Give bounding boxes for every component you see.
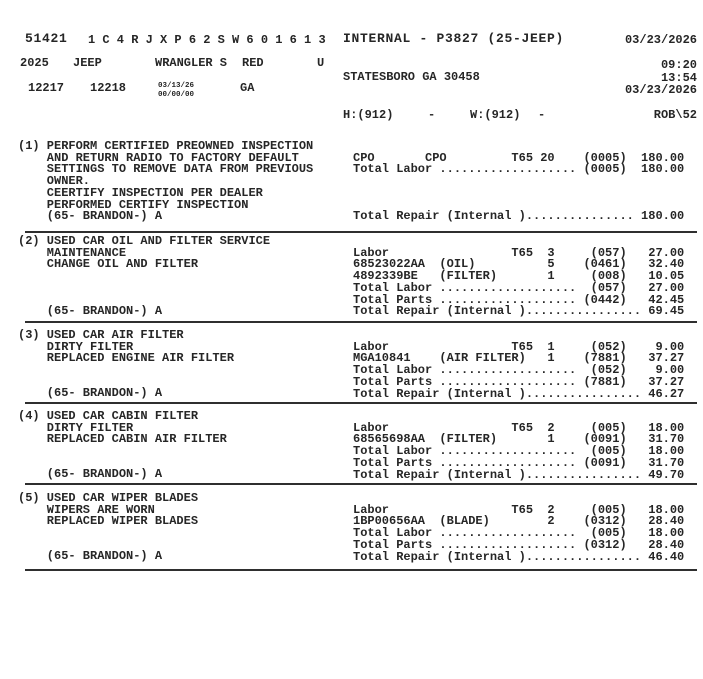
text-line: 4892339BE (FILTER) 1 (008) 10.05	[353, 269, 685, 284]
text-line: Labor T65 2 (005) 18.00	[353, 502, 685, 517]
phone-work-separator: -	[538, 108, 546, 122]
section-divider	[25, 483, 697, 485]
customer-address: STATESBORO GA 30458	[343, 70, 480, 84]
text-line: (65- BRANDON-) A	[18, 304, 163, 319]
text-line: Total Parts ................... (0312) 28.40	[353, 537, 685, 552]
section-divider	[25, 402, 697, 404]
text-line: (1) PERFORM CERTIFIED PREOWNED INSPECTION	[18, 139, 314, 153]
date-printed: 03/23/2026	[624, 33, 697, 47]
text-line	[18, 283, 270, 295]
text-line: Labor T65 2 (005) 18.00	[353, 420, 685, 435]
text-line: AND RETURN RADIO TO FACTORY DEFAULT	[18, 150, 299, 165]
text-line: 1BP00656AA (BLADE) 2 (0312) 28.40	[353, 514, 685, 529]
text-line: Total Parts ................... (0442) 42.45	[353, 292, 685, 307]
text-line: WIPERS ARE WORN	[18, 502, 155, 517]
text-line: MAINTENANCE	[18, 245, 127, 260]
vehicle-year: 2025	[20, 56, 49, 70]
text-line: PERFORMED CERTIFY INSPECTION	[18, 197, 249, 212]
text-line: (4) USED CAR CABIN FILTER	[18, 409, 199, 423]
section-charges-column	[353, 493, 684, 563]
ro-date: 03/23/2026	[624, 83, 697, 97]
section-divider	[25, 569, 697, 571]
section-description-column	[18, 330, 234, 400]
text-line: Labor T65 3 (057) 27.00	[353, 245, 685, 260]
state-code: GA	[240, 81, 255, 95]
service-date-small: 03/13/26	[158, 82, 195, 90]
section-description-column	[18, 141, 313, 223]
text-line: Total Labor ................... (005) 18.00	[353, 526, 685, 541]
text-line	[18, 365, 234, 377]
text-line: REPLACED ENGINE AIR FILTER	[18, 351, 235, 366]
doc-type-label: INTERNAL - P3827 (25-JEEP)	[343, 31, 565, 46]
vehicle-make: JEEP	[73, 56, 102, 70]
text-line: Labor T65 1 (052) 9.00	[353, 339, 685, 354]
text-line	[353, 188, 684, 200]
text-line: (65- BRANDON-) A	[18, 386, 163, 401]
text-line: Total Repair (Internal )................ 69.45	[353, 304, 685, 319]
section-description-column	[18, 493, 198, 563]
mileage-in: 12217	[28, 81, 65, 95]
text-line	[18, 271, 270, 283]
text-line: Total Labor ................... (005) 18.00	[353, 444, 685, 459]
advisor-code: ROB\52	[653, 108, 697, 122]
text-line: OWNER.	[18, 174, 91, 189]
phone-home-label: H:(912)	[343, 108, 394, 122]
text-line: (3) USED CAR AIR FILTER	[18, 328, 184, 342]
section-charges-column	[353, 330, 684, 400]
text-line: Total Parts ................... (7881) 37.27	[353, 374, 685, 389]
text-line: (65- BRANDON-) A	[18, 549, 163, 564]
text-line	[353, 176, 684, 188]
text-line: Total Repair (Internal )................ 46.27	[353, 386, 685, 401]
text-line: Total Repair (Internal )................ 49.70	[353, 467, 685, 482]
text-line: Total Labor ................... (052) 9.00	[353, 363, 685, 378]
text-line: REPLACED WIPER BLADES	[18, 514, 199, 529]
text-line: CPO CPO T65 20 (0005) 180.00	[353, 150, 685, 165]
text-line: (2) USED CAR OIL AND FILTER SERVICE	[18, 234, 271, 248]
text-line: Total Repair (Internal )............... 180.00	[353, 209, 685, 224]
text-line	[18, 446, 227, 458]
text-line	[18, 528, 198, 540]
section-charges-column	[353, 141, 684, 223]
section-divider	[25, 321, 697, 323]
text-line: REPLACED CABIN AIR FILTER	[18, 432, 227, 447]
phone-work-label: W:(912)	[470, 108, 521, 122]
phone-home-separator: -	[428, 108, 436, 122]
text-line: DIRTY FILTER	[18, 420, 134, 435]
time-ready: 13:54	[660, 71, 697, 85]
text-line: Total Labor ................... (057) 27.00	[353, 280, 685, 295]
ro-number: 51421	[25, 31, 68, 46]
vehicle-model: WRANGLER S	[155, 56, 228, 70]
section-description-column	[18, 411, 227, 481]
text-line: 68565698AA (FILTER) 1 (0091) 31.70	[353, 432, 685, 447]
text-line: CEERTIFY INSPECTION PER DEALER	[18, 185, 263, 200]
section-charges-column	[353, 236, 684, 318]
text-line: 68523022AA (OIL) 5 (0461) 32.40	[353, 257, 685, 272]
text-line: (65- BRANDON-) A	[18, 209, 163, 224]
status-flag: U	[317, 56, 325, 70]
section-charges-column	[353, 411, 684, 481]
vehicle-color: RED	[242, 56, 264, 70]
time-promised: 09:20	[660, 58, 697, 72]
text-line: (65- BRANDON-) A	[18, 467, 163, 482]
section-divider	[25, 231, 697, 233]
text-line: Total Repair (Internal )................ 46.40	[353, 549, 685, 564]
text-line: (5) USED CAR WIPER BLADES	[18, 491, 199, 505]
text-line: MGA10841 (AIR FILTER) 1 (7881) 37.27	[353, 351, 685, 366]
mileage-out: 12218	[90, 81, 127, 95]
text-line: Total Labor ................... (0005) 180.00	[353, 162, 685, 177]
section-description-column	[18, 236, 270, 318]
text-line: DIRTY FILTER	[18, 339, 134, 354]
text-line: Total Parts ................... (0091) 31.70	[353, 455, 685, 470]
text-line: CHANGE OIL AND FILTER	[18, 257, 199, 272]
delivery-date-small: 00/00/00	[158, 90, 195, 99]
text-line: SETTINGS TO REMOVE DATA FROM PREVIOUS	[18, 162, 314, 177]
vin: 1 C 4 R J X P 6 2 S W 6 0 1 6 1 3	[88, 33, 326, 47]
